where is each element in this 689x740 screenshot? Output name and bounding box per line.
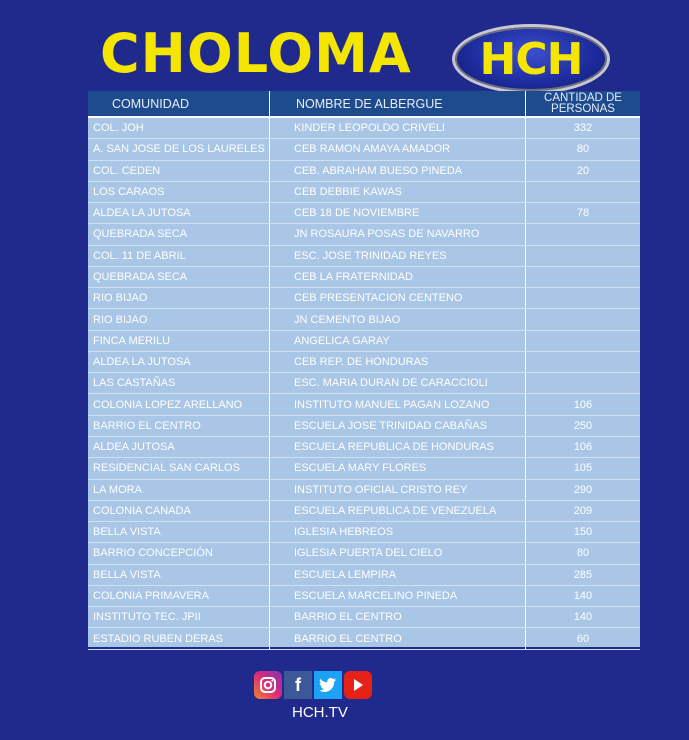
cell-albergue: JN ROSAURA POSAS DE NAVARRO [270,224,526,244]
website-link[interactable]: HCH.TV [292,704,348,721]
header-albergue: NOMBRE DE ALBERGUE [270,91,526,116]
cell-comunidad: RIO BIJAO [88,309,270,329]
cell-cantidad [526,352,640,372]
cell-comunidad: LAS CASTAÑAS [88,373,270,393]
table-row [88,437,640,458]
cell-cantidad [526,267,640,287]
cell-comunidad: BELLA VISTA [88,565,270,585]
table-row [88,309,640,330]
cell-albergue: INSTITUTO MANUEL PAGAN LOZANO [270,394,526,414]
cell-comunidad: A. SAN JOSE DE LOS LAURELES [88,139,270,159]
cell-albergue: CEB LA FRATERNIDAD [270,267,526,287]
cell-comunidad: ALDEA LA JUTOSA [88,203,270,223]
cell-comunidad: ALDEA LA JUTOSA [88,352,270,372]
cell-albergue: ESCUELA LEMPIRA [270,565,526,585]
table-row [88,501,640,522]
cell-cantidad: 150 [573,526,593,539]
cell-comunidad: BARRIO EL CENTRO [88,416,270,436]
cell-cantidad: 106 [573,398,593,411]
cell-comunidad: ALDEA JUTOSA [88,437,270,457]
cell-comunidad: LOS CARAOS [88,182,270,202]
cell-cantidad: 78 [576,207,590,220]
table-row [88,416,640,437]
cell-cantidad: 60 [576,632,590,645]
cell-albergue: JN CEMENTO BIJAO [270,309,526,329]
table-row [88,352,640,373]
cell-comunidad: QUEBRADA SECA [88,224,270,244]
instagram-icon[interactable] [254,671,282,699]
cell-comunidad: INSTITUTO TEC. JPII [88,607,270,627]
cell-cantidad [526,288,640,308]
table-row [88,139,640,160]
table-row [88,246,640,267]
table-row [88,267,640,288]
cell-albergue: BARRIO EL CENTRO [270,628,526,648]
youtube-icon[interactable] [344,671,372,699]
cell-albergue: ESCUELA JOSE TRINIDAD CABAÑAS [270,416,526,436]
page-title: CHOLOMA [100,22,412,85]
cell-cantidad: 140 [573,611,593,624]
cell-albergue: INSTITUTO OFICIAL CRISTO REY [270,480,526,500]
table-row [88,224,640,245]
table-row [88,373,640,394]
cell-comunidad: ESTADIO RUBEN DERAS [88,628,270,648]
cell-comunidad: COLONIA CANADA [88,501,270,521]
cell-comunidad: COLONIA PRIMAVERA [88,586,270,606]
cell-albergue: ESCUELA MARY FLORES [270,458,526,478]
cell-comunidad: COL. 11 DE ABRIL [88,246,270,266]
cell-comunidad: LA MORA [88,480,270,500]
cell-cantidad: 209 [573,504,593,517]
table-row [88,161,640,182]
cell-cantidad: 106 [573,441,593,454]
cell-cantidad: 290 [573,483,593,496]
cell-cantidad [526,331,640,351]
table-row [88,543,640,564]
cell-albergue: CEB 18 DE NOVIEMBRE [270,203,526,223]
cell-cantidad: 332 [573,122,593,135]
cell-albergue: KINDER LEOPOLDO CRIVELI [270,118,526,138]
cell-cantidad: 140 [573,589,593,602]
logo-text: HCH [479,33,583,85]
twitter-icon[interactable] [314,671,342,699]
hch-logo [452,24,610,94]
cell-albergue: ESC. JOSE TRINIDAD REYES [270,246,526,266]
cell-comunidad: BARRIO CONCEPCIÓN [88,543,270,563]
cell-cantidad: 20 [576,164,590,177]
table-row [88,628,640,649]
cell-albergue: BARRIO EL CENTRO [270,607,526,627]
cell-albergue: CEB RAMON AMAYA AMADOR [270,139,526,159]
cell-comunidad: QUEBRADA SECA [88,267,270,287]
cell-comunidad: FINCA MERILU [88,331,270,351]
cell-albergue: CEB DEBBIE KAWAS [270,182,526,202]
cell-albergue: CEB REP. DE HONDURAS [270,352,526,372]
cell-cantidad [526,246,640,266]
cell-cantidad: 105 [573,462,593,475]
table-row [88,288,640,309]
table-row [88,458,640,479]
shelter-table [88,91,640,647]
cell-cantidad [526,309,640,329]
table-row [88,522,640,543]
table-row [88,586,640,607]
cell-comunidad: BELLA VISTA [88,522,270,542]
header-comunidad: COMUNIDAD [88,91,270,116]
cell-comunidad: RIO BIJAO [88,288,270,308]
cell-cantidad [526,373,640,393]
cell-cantidad: 285 [573,568,593,581]
table-row [88,480,640,501]
table-row [88,565,640,586]
table-row [88,182,640,203]
cell-comunidad: COL. CEDEN [88,161,270,181]
cell-cantidad [526,182,640,202]
table-header [88,91,640,118]
facebook-icon[interactable]: f [284,671,312,699]
cell-comunidad: COLONIA LOPEZ ARELLANO [88,394,270,414]
table-row [88,118,640,139]
header-cantidad: CANTIDAD DE PERSONAS [544,91,622,115]
cell-albergue: CEB PRESENTACION CENTENO [270,288,526,308]
cell-albergue: ESCUELA REPUBLICA DE VENEZUELA [270,501,526,521]
cell-cantidad: 250 [573,419,593,432]
cell-albergue: IGLESIA HEBREOS [270,522,526,542]
cell-cantidad [526,224,640,244]
cell-cantidad: 80 [576,547,590,560]
table-row [88,203,640,224]
cell-comunidad: RESIDENCIAL SAN CARLOS [88,458,270,478]
cell-albergue: ESC. MARIA DURAN DE CARACCIOLI [270,373,526,393]
table-row [88,394,640,415]
cell-cantidad: 80 [576,143,590,156]
cell-albergue: ESCUELA REPUBLICA DE HONDURAS [270,437,526,457]
cell-albergue: ESCUELA MARCELINO PINEDA [270,586,526,606]
table-body [88,118,640,650]
table-row [88,331,640,352]
cell-albergue: IGLESIA PUERTA DEL CIELO [270,543,526,563]
cell-albergue: CEB. ABRAHAM BUESO PINEDA [270,161,526,181]
cell-albergue: ANGELICA GARAY [270,331,526,351]
social-icons [254,671,372,699]
cell-comunidad: COL. JOH [88,118,270,138]
table-row [88,607,640,628]
